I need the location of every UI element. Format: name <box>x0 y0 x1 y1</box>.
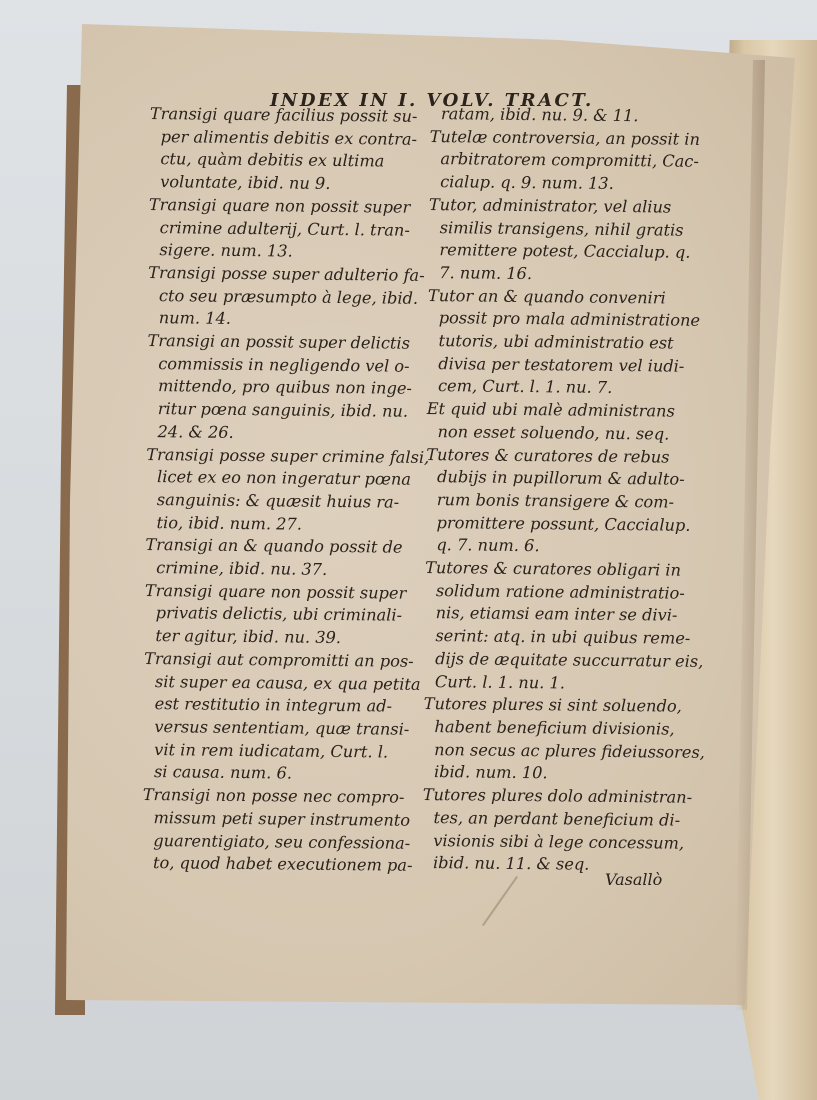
index-entry-line: non esset soluendo, nu. seq. <box>437 421 670 444</box>
index-entry-line: promittere possunt, Caccialup. <box>436 512 691 535</box>
index-entry-line: possit pro mala administratione <box>438 308 701 331</box>
index-entry-line: privatis delictis, ubi criminali- <box>155 603 403 626</box>
index-entry-line: vit in rem iudicatam, Curt. l. <box>154 739 389 762</box>
index-entry-line: visionis sibi à lege concessum, <box>433 830 685 853</box>
index-entry-line: arbitratorem compromitti, Cac- <box>440 149 699 172</box>
index-entry-line: dijs de æquitate succurratur eis, <box>435 648 704 671</box>
index-entry-line: similis transigens, nihil gratis <box>439 217 684 240</box>
index-entry-line: ritur pœna sanguinis, ibid. nu. <box>157 399 409 421</box>
index-entry-line: cem, Curt. l. 1. nu. 7. <box>437 376 613 398</box>
index-entry-line: Transigi an possit super delictis <box>147 331 411 353</box>
index-entry-line: ctu, quàm debitis ex ultima <box>160 149 385 171</box>
index-entry <box>149 103 425 197</box>
index-entry-line: tutoris, ubi administratio est <box>438 331 674 353</box>
index-entry <box>143 648 419 787</box>
index-entry-line: missum peti super instrumento <box>153 807 411 830</box>
running-header: INDEX IN I. VOLV. TRACT. <box>270 90 594 111</box>
index-column-left <box>142 103 430 878</box>
index-entry-line: Transigi non posse nec compro- <box>142 785 405 807</box>
index-entry <box>426 398 701 446</box>
index-entry-line: cialup. q. 9. num. 13. <box>440 172 614 194</box>
index-entry <box>148 262 424 333</box>
index-entry-line: Tutor an & quando conveniri <box>427 285 666 308</box>
index-entry-line: sigere. num. 13. <box>159 240 293 261</box>
index-entry-line: Transigi quare non possit super <box>144 580 407 603</box>
index-entry-line: q. 7. num. 6. <box>436 535 540 556</box>
index-entry-line: dubijs in pupillorum & adulto- <box>436 467 685 489</box>
index-entry <box>145 534 420 582</box>
index-entry-line: Tutor, administrator, vel alius <box>428 194 672 217</box>
index-entry <box>144 580 420 651</box>
index-entry <box>425 444 701 560</box>
index-entry <box>148 194 424 265</box>
index-entry-line: cto seu præsumpto à lege, ibid. <box>158 285 419 308</box>
index-entry-line: rum bonis transigere & com- <box>436 490 675 512</box>
index-entry-line: ratam, ibid. nu. 9. & 11. <box>440 104 639 126</box>
index-entry-line: nis, etiamsi eam inter se divi- <box>435 603 678 626</box>
index-entry-line: Transigi aut compromitti an pos- <box>144 648 414 671</box>
index-entry <box>142 784 418 878</box>
index-entry-line: tio, ibid. num. 27. <box>156 512 303 534</box>
index-entry <box>429 126 705 197</box>
index-entry <box>424 557 704 696</box>
index-entry-line: si causa. num. 6. <box>153 762 293 783</box>
index-entry-line: ibid. nu. 11. & seq. <box>432 853 590 874</box>
index-entry-line: Curt. l. 1. nu. 1. <box>434 671 566 693</box>
index-entry-line: mittendo, pro quibus non inge- <box>157 376 413 399</box>
index-column-right <box>422 103 705 878</box>
index-entry-line: to, quod habet executionem pa- <box>152 853 413 875</box>
index-entry-line: Et quid ubi malè administrans <box>426 399 675 421</box>
index-entry <box>428 194 704 288</box>
index-entry-line: ter agitur, ibid. nu. 39. <box>155 626 342 648</box>
index-entry-line: sanguinis: & quæsit huius ra- <box>156 490 400 512</box>
index-entry-line: serint: atq. in ubi quibus reme- <box>435 626 691 648</box>
index-entry-line: 24. & 26. <box>157 421 234 442</box>
index-entry-line: crimine adulterij, Curt. l. tran- <box>159 217 410 240</box>
index-entry-line: remittere potest, Caccialup. q. <box>439 240 691 262</box>
index-entry-line: crimine, ibid. nu. 37. <box>156 558 328 579</box>
index-entry-line: non secus ac plures fideiussores, <box>434 739 705 762</box>
index-entry-line: 7. num. 16. <box>439 263 533 283</box>
index-entry-line: num. 14. <box>158 308 232 329</box>
index-entry-line: commissis in negligendo vel o- <box>158 353 410 376</box>
index-entry-line: Transigi quare facilius possit su- <box>149 103 418 126</box>
index-entry-line: voluntate, ibid. nu 9. <box>160 172 331 194</box>
catchword: Vasallò <box>605 870 663 889</box>
index-entry-line: tes, an perdant beneficium di- <box>433 807 681 830</box>
index-entry-line: Tutores plures dolo administran- <box>422 785 693 807</box>
index-entry-line: Tutelæ controversia, an possit in <box>429 126 701 149</box>
index-entry <box>430 103 705 129</box>
index-entry-line: Tutores plures si sint soluendo, <box>423 694 682 716</box>
index-entry-line: habent beneficium divisionis, <box>434 717 675 739</box>
index-entry-line: sit super ea causa, ex qua petita <box>154 671 421 694</box>
index-entry-line: Transigi quare non possit super <box>148 194 411 217</box>
index-entry-line: licet ex eo non ingeratur pœna <box>156 467 412 490</box>
index-entry <box>423 693 705 787</box>
index-entry-line: est restitutio in integrum ad- <box>154 694 393 716</box>
index-entry-line: solidum ratione administratio- <box>435 580 685 603</box>
index-entry-line: Transigi an & quando possit de <box>145 535 403 558</box>
index-entry-line: Transigi posse super crimine falsi, <box>146 444 430 467</box>
index-entry <box>146 330 422 446</box>
index-entry <box>145 444 430 538</box>
index-entry-line: divisa per testatorem vel iudi- <box>438 353 685 376</box>
index-entry-line: Transigi posse super adulterio fa- <box>148 262 425 285</box>
index-entry-line: versus sententiam, quæ transi- <box>154 717 410 739</box>
index-entry-line: guarentigiato, seu confessiona- <box>153 830 411 853</box>
index-entry-line: Tutores & curatores obligari in <box>425 558 682 580</box>
index-entry <box>422 784 698 878</box>
index-entry-line: per alimentis debitis ex contra- <box>160 126 418 149</box>
index-entry-line: ibid. num. 10. <box>433 762 548 783</box>
index-entry-line: Tutores & curatores de rebus <box>426 444 670 467</box>
index-entry <box>427 285 703 401</box>
